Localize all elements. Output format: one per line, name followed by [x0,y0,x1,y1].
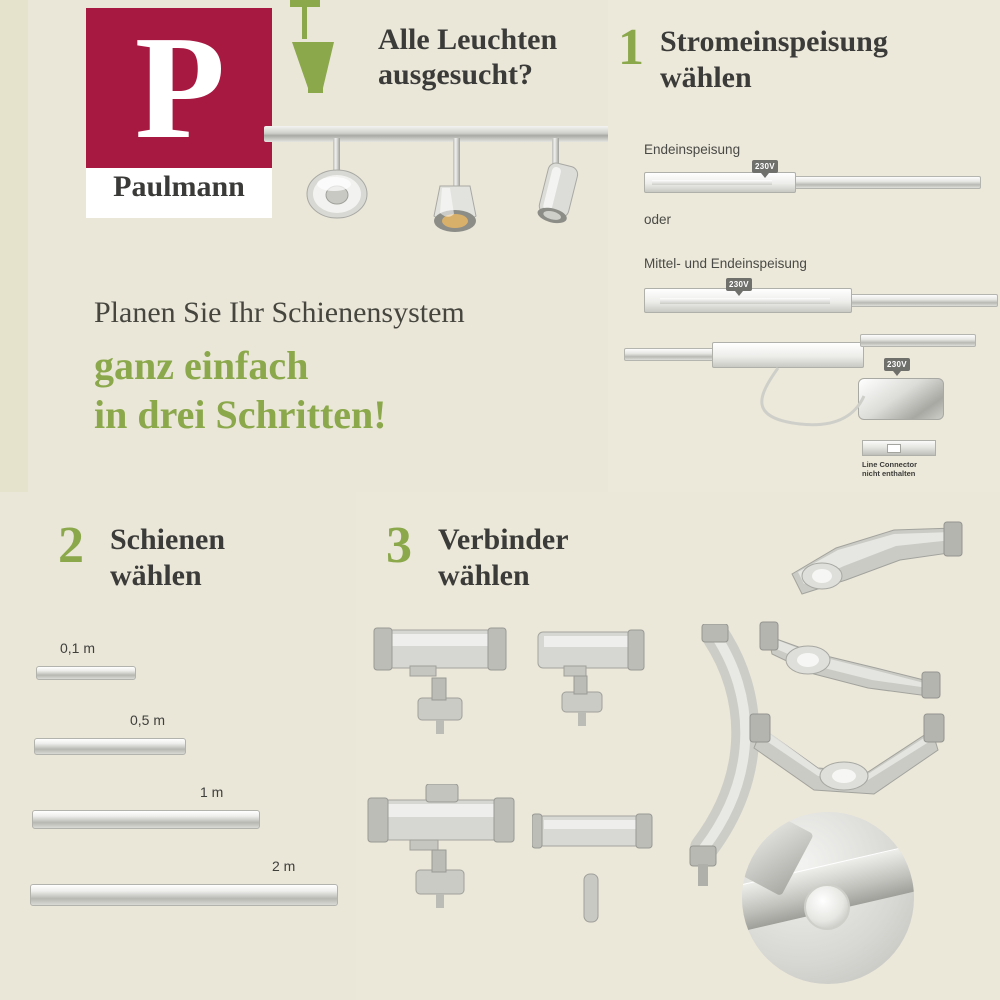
logo-letter: P [134,6,224,170]
pendant-lamp-icon [290,0,370,108]
feed-mid-2 [712,342,864,368]
connector-angle-3 [748,710,946,810]
label-or: oder [644,212,672,227]
step2-title [110,522,340,594]
rail-label-0-1m: 0,1 m [60,640,96,656]
step3-panel [356,492,1000,1000]
connector-angle-2 [756,614,942,700]
step3-title [438,522,738,594]
spot-stem-2 [453,138,460,186]
hero-highlight-line1: ganz einfach [94,343,309,388]
rail-mid-feed-right-2 [860,334,976,347]
spotlight-cylinder [526,160,588,237]
badge-230v-end: 230V [752,160,778,173]
step2-title-line2: wählen [110,559,202,592]
connector-x [364,784,520,914]
rail-bar-0-1m [36,666,136,680]
hero-subtitle: Planen Sie Ihr Schienensystem [94,296,465,329]
hero-question-line2: ausgesucht? [378,58,534,92]
hero-question [378,22,628,93]
spotlight-round [306,168,368,225]
rail-bar-2m [30,884,338,906]
label-mid-end-feed: Mittel- und Endeinspeisung [644,256,807,271]
connector-straight [532,808,656,928]
hero-highlight-line2: in drei Schritten! [94,391,387,437]
spot-stem-1 [333,138,340,172]
spotlight-bell [426,180,484,247]
page-edge-left [0,0,28,492]
step2-panel [0,492,356,1000]
hero-track-rail [264,126,636,142]
rail-bar-0-5m [34,738,186,755]
feed-end-detail [652,180,772,185]
rail-label-2m: 2 m [272,858,296,874]
connector-l [532,626,648,738]
connector-t [370,622,510,742]
rail-end-feed-right [793,176,981,189]
closeup-lamp [804,884,850,930]
step1-title [660,24,1000,96]
step1-panel [608,0,1000,492]
badge-230v-mid: 230V [726,278,752,291]
hero-question-line1: Alle Leuchten [378,23,558,56]
step3-title-line1: Verbinder [438,523,569,556]
badge-230v-box: 230V [884,358,910,371]
step1-number: 1 [618,19,644,76]
connector-angle-1 [776,518,966,604]
line-connector-note-line2: nicht enthalten [862,469,916,479]
rail-bar-1m [32,810,260,829]
hero-panel [28,0,608,492]
step3-number: 3 [386,517,412,574]
step1-title-line1: Stromeinspeisung [660,25,888,58]
connector-closeup [742,812,914,984]
step3-title-line2: wählen [438,559,530,592]
label-end-feed: Endeinspeisung [644,142,741,157]
line-connector-note-line1: Line Connector [862,460,918,469]
step2-title-line1: Schienen [110,523,226,556]
line-connector-note [862,460,952,479]
step1-title-line2: wählen [660,61,752,94]
rail-label-1m: 1 m [200,784,224,800]
line-connector-icon [862,440,936,456]
logo-wordmark: Paulmann [113,170,245,203]
step2-number: 2 [58,517,84,574]
rail-label-0-5m: 0,5 m [130,712,166,728]
feed-mid-detail [660,298,830,304]
feed-cable [738,366,878,436]
rail-mid-feed-right [838,294,998,307]
hero-highlight [94,342,574,440]
paulmann-logo [86,8,272,218]
